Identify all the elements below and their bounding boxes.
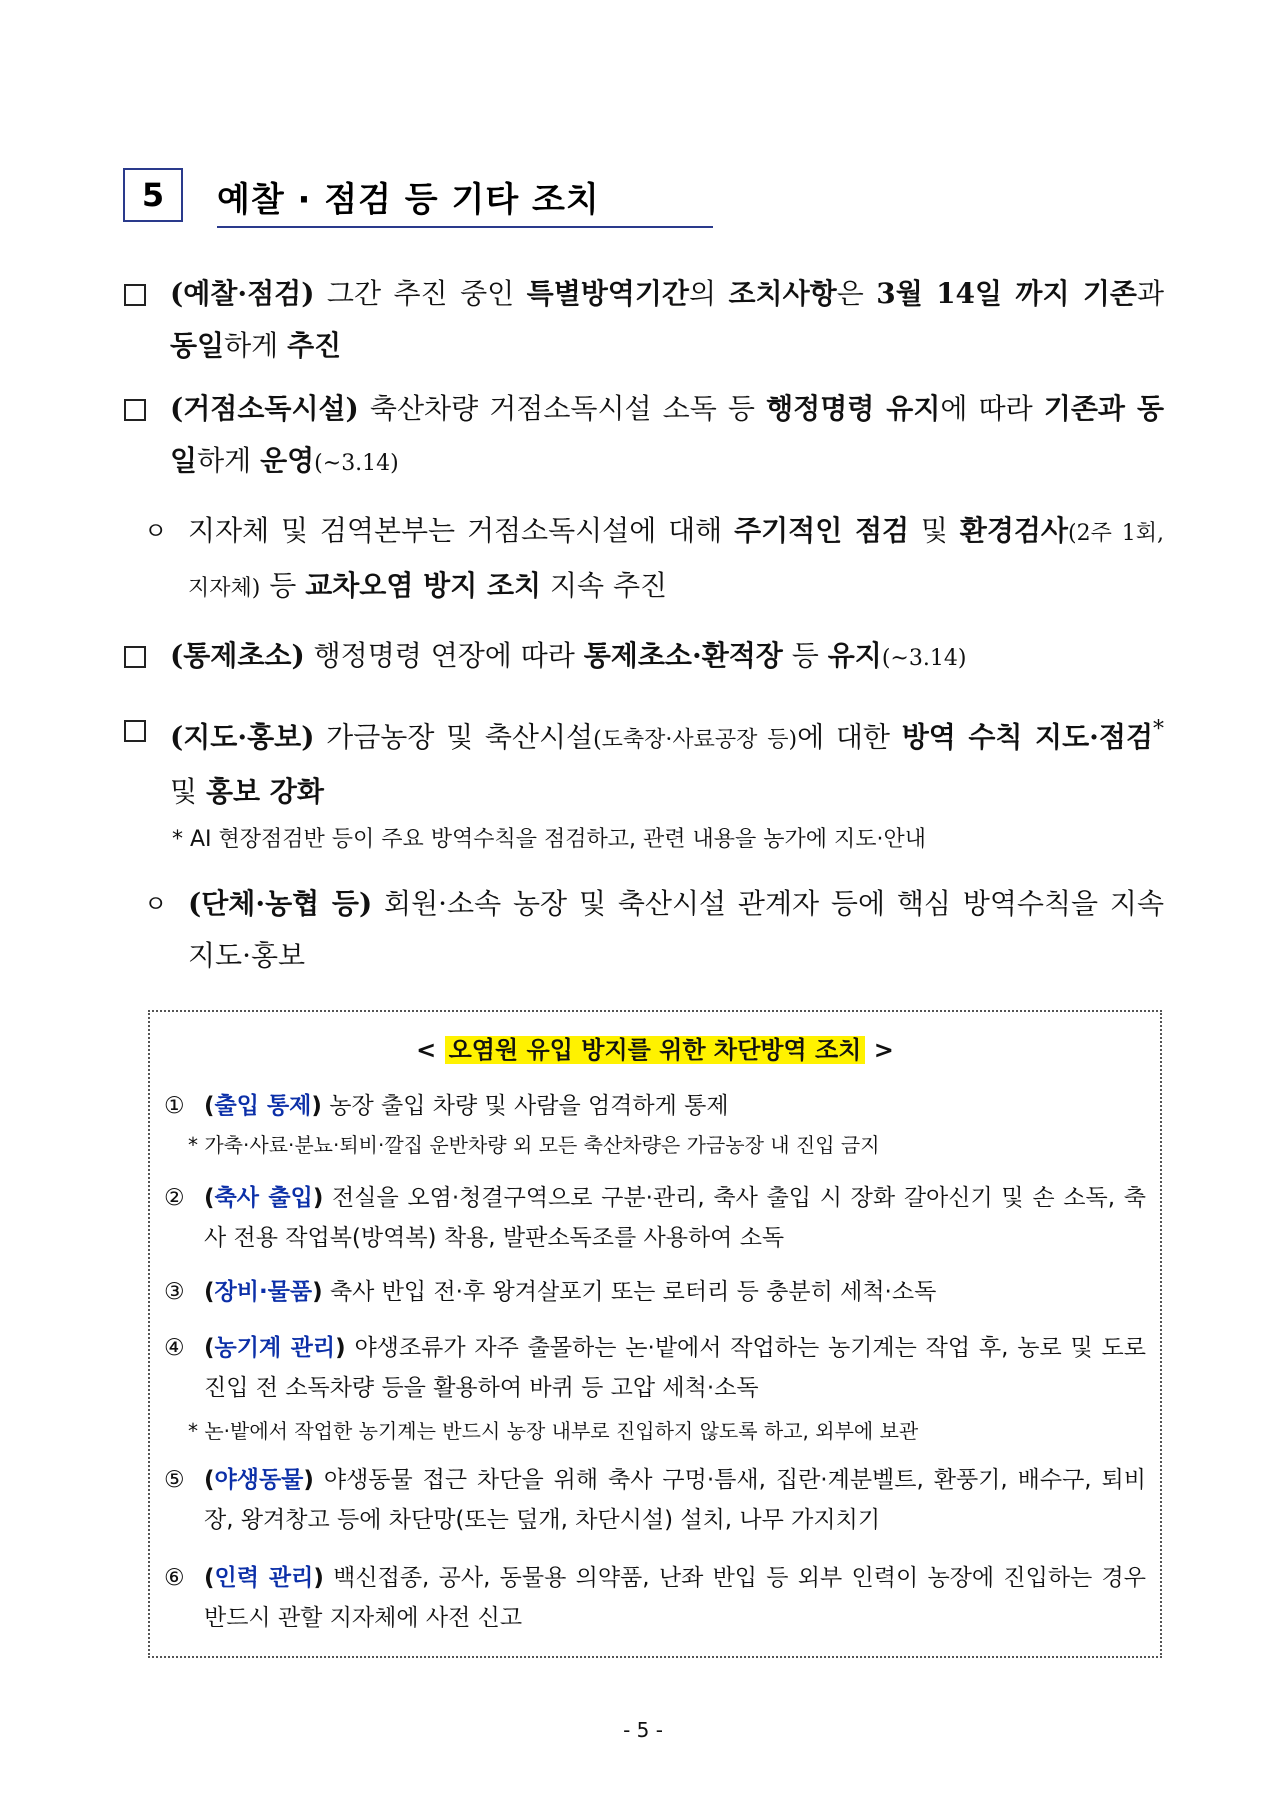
section-number: 5: [123, 168, 183, 222]
item-label: (통제초소): [170, 639, 305, 672]
bullet-circle-icon: ㅇ: [144, 517, 168, 545]
box-entry: ③ (장비·물품) 축사 반입 전·후 왕겨살포기 또는 로터리 등 충분히 세척·소독: [164, 1279, 937, 1305]
item-label: (지도·홍보): [170, 720, 315, 754]
footnote-ai: * AI 현장점검반 등이 주요 방역수칙을 점검하고, 관련 내용을 농가에 지도·안내: [172, 827, 927, 852]
sub-item-associations: ㅇ (단체·농협 등) 회원·소속 농장 및 축산시설 관계자 등에 핵심 방역수칙을 지속 지도·홍보: [144, 878, 1164, 982]
checkbox-square-icon: [124, 720, 146, 742]
box-entry: ⑤ (야생동물) 야생동물 접근 차단을 위해 축사 구멍·틈새, 집란·계분벨트, 환풍기, 배수구, 퇴비장, 왕겨창고 등에 차단망(또는 덮개, 차단시설) 설치, 나무 가지치기: [164, 1467, 1146, 1533]
bullet-circle-icon: ㅇ: [144, 890, 168, 918]
box-footnote: * 가축·사료·분뇨·퇴비·깔집 운반차량 외 모든 축산차량은 가금농장 내 진입 금지: [188, 1133, 880, 1157]
page-number: - 5 -: [623, 1718, 663, 1742]
checkbox-square-icon: [124, 399, 146, 421]
box-title: < 오염원 유입 방지를 위한 차단방역 조치 >: [416, 1036, 894, 1064]
section-header: [123, 168, 713, 230]
checkbox-square-icon: [124, 646, 146, 668]
checkbox-square-icon: [124, 284, 146, 306]
box-entry: ⑥ (인력 관리) 백신접종, 공사, 동물용 의약품, 난좌 반입 등 외부 인력이 농장에 진입하는 경우 반드시 관할 지자체에 사전 신고: [164, 1565, 1146, 1631]
box-entry: ④ (농기계 관리) 야생조류가 자주 출몰하는 논·밭에서 작업하는 농기계는 작업 후, 농로 및 도로 진입 전 소독차량 등을 활용하여 바퀴 등 고압 세척·소독: [164, 1335, 1146, 1401]
box-entry: ② (축사 출입) 전실을 오염·청결구역으로 구분·관리, 축사 출입 시 장화 갈아신기 및 손 소독, 축사 전용 작업복(방역복) 착용, 발판소독조를 사용하여 소독: [164, 1185, 1146, 1251]
item-disinfection-facility: (거점소독시설) 축산차량 거점소독시설 소독 등 행정명령 유지에 따라 기존과 동일하게 운영(~3.14): [124, 383, 1164, 487]
item-control-post: (통제초소) 행정명령 연장에 따라 통제초소·환적장 등 유지(~3.14): [124, 630, 1164, 682]
item-label: (예찰·점검): [170, 277, 315, 310]
item-label: (거점소독시설): [170, 392, 359, 425]
box-entry: ① (출입 통제) 농장 출입 차량 및 사람을 엄격하게 통제: [164, 1093, 729, 1119]
section-title: 예찰 · 점검 등 기타 조치: [217, 180, 600, 220]
sub-item-inspection: ㅇ 지자체 및 검역본부는 거점소독시설에 대해 주기적인 점검 및 환경검사(2주 1회, 지자체) 등 교차오염 방지 조치 지속 추진: [144, 505, 1164, 609]
item-guidance-promotion: (지도·홍보) 가금농장 및 축산시설(도축장·사료공장 등)에 대한 방역 수칙 지도·점검* 및 홍보 강화: [124, 704, 1164, 808]
biosecurity-box: [148, 1010, 1162, 1658]
section-underline: [217, 226, 713, 228]
box-footnote: * 논·밭에서 작업한 농기계는 반드시 농장 내부로 진입하지 않도록 하고, 외부에 보관: [188, 1419, 919, 1443]
item-surveillance: (예찰·점검) 그간 추진 중인 특별방역기간의 조치사항은 3월 14일 까지 기존과 동일하게 추진: [124, 268, 1164, 372]
